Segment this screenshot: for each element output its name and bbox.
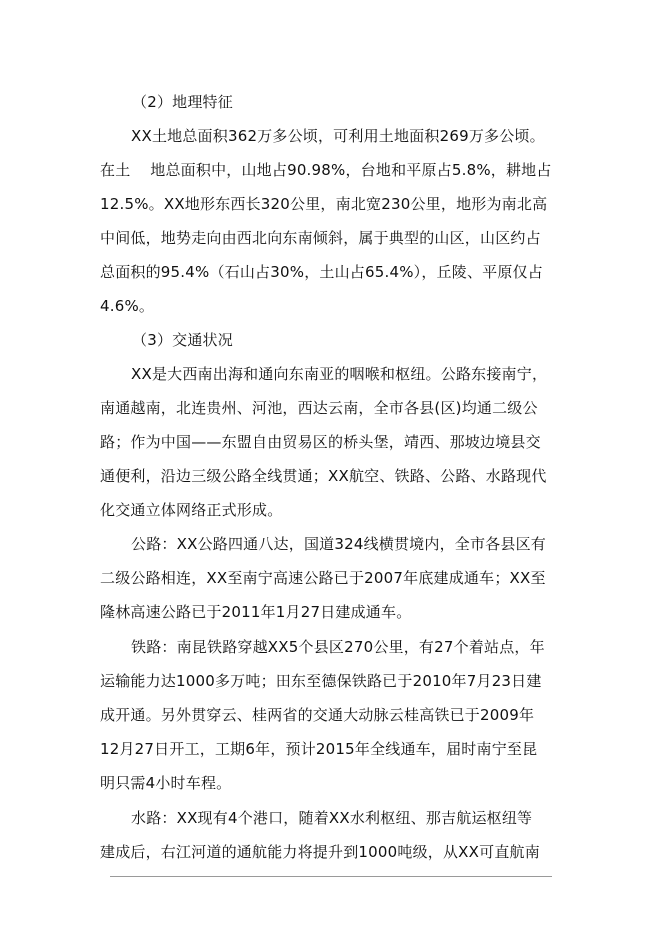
- water-line-1: 水路：XX现有4个港口，随着XX水利枢纽、那吉航运枢纽等: [131, 809, 533, 827]
- rail-line-1: 铁路：南昆铁路穿越XX5个县区270公里，有27个着站点，年: [131, 638, 545, 656]
- transport-intro-line-3: 路；作为中国——东盟自由贸易区的桥头堡，靖西、那坡边境县交: [100, 433, 541, 451]
- road-line-3: 隆林高速公路已于2011年1月27日建成通车。: [100, 603, 412, 621]
- geography-line-2: 在土 地总面积中，山地占90.98%，台地和平原占5.8%，耕地占: [100, 161, 552, 179]
- footer-divider: [110, 876, 552, 877]
- rail-line-4: 12月27日开工，工期6年，预计2015年全线通车，届时南宁至昆: [100, 740, 538, 758]
- transport-intro-line-2: 南通越南，北连贵州、河池，西达云南，全市各县(区)均通二级公: [100, 399, 538, 417]
- geography-line-5: 总面积的95.4%（石山占30%，土山占65.4%），丘陵、平原仅占: [100, 263, 543, 281]
- geography-line-1: XX土地总面积362万多公顷，可利用土地面积269万多公顷。: [131, 127, 545, 145]
- geography-heading: （2）地理特征: [132, 93, 233, 111]
- transport-intro-line-4: 通便利，沿边三级公路全线贯通；XX航空、铁路、公路、水路现代: [100, 467, 547, 485]
- geography-line-3: 12.5%。XX地形东西长320公里，南北宽230公里，地形为南北高: [100, 195, 548, 213]
- transport-intro-line-5: 化交通立体网络正式形成。: [100, 501, 283, 519]
- water-line-2: 建成后，右江河道的通航能力将提升到1000吨级，从XX可直航南: [100, 843, 540, 861]
- geography-line-6: 4.6%。: [100, 297, 155, 315]
- transport-heading: （3）交通状况: [132, 331, 233, 349]
- geography-line-4: 中间低，地势走向由西北向东南倾斜，属于典型的山区，山区约占: [100, 229, 541, 247]
- road-line-2: 二级公路相连，XX至南宁高速公路已于2007年底建成通车；XX至: [100, 569, 546, 587]
- transport-intro-line-1: XX是大西南出海和通向东南亚的咽喉和枢纽。公路东接南宁，: [131, 365, 548, 383]
- rail-line-5: 明只需4小时车程。: [100, 774, 232, 792]
- road-line-1: 公路：XX公路四通八达，国道324线横贯境内，全市各县区有: [131, 535, 546, 553]
- rail-line-3: 成开通。另外贯穿云、桂两省的交通大动脉云桂高铁已于2009年: [100, 706, 535, 724]
- rail-line-2: 运输能力达1000多万吨；田东至德保铁路已于2010年7月23日建: [100, 672, 542, 690]
